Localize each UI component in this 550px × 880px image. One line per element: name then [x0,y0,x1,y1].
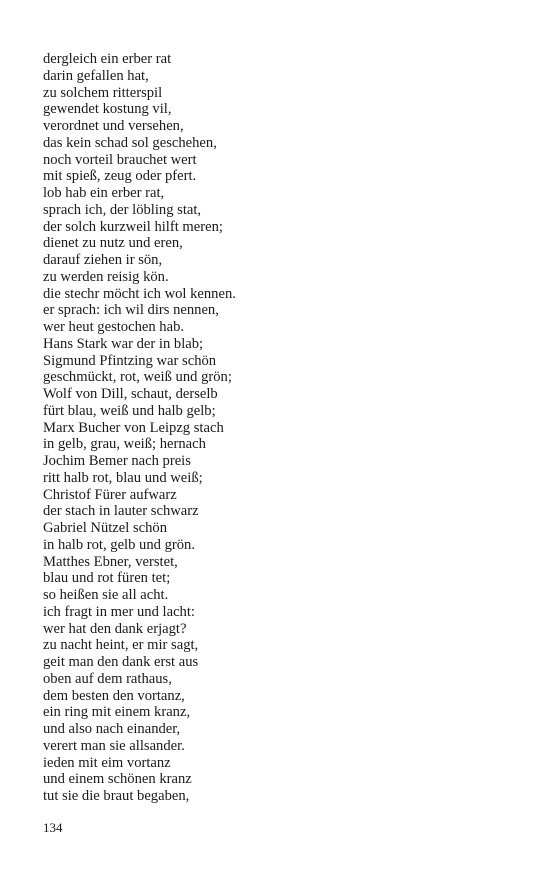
poem-line: der stach in lauter schwarz [43,503,199,520]
poem-line: dem besten den vortanz, [43,687,185,704]
poem-line: Marx Bucher von Leipzg stach [43,419,224,436]
poem-line: ritt halb rot, blau und weiß; [43,469,203,486]
poem-line: in gelb, grau, weiß; hernach [43,436,206,453]
poem-line: zu solchem ritterspil [43,84,163,101]
poem-line: darin gefallen hat, [43,67,149,84]
poem-line: er sprach: ich wil dirs nennen, [43,302,219,319]
poem-line: dergleich ein erber rat [43,51,172,67]
poem-line: in halb rot, gelb und grön. [43,536,195,553]
poem-line: Matthes Ebner, verstet, [43,553,178,570]
poem-line: zu werden reisig kön. [43,268,169,285]
page-number: 134 [43,820,63,835]
poem-line: tut sie die braut begaben, [43,788,190,804]
poem-line: dienet zu nutz und eren, [43,235,183,252]
poem-line: Hans Stark war der in blab; [43,335,204,352]
poem-line: und einem schönen kranz [43,771,192,788]
poem-line: geschmückt, rot, weiß und grön; [43,369,232,386]
poem-line: der solch kurzweil hilft meren; [43,218,223,235]
poem-line: noch vorteil brauchet wert [43,151,197,168]
poem-line: oben auf dem rathaus, [43,670,172,687]
poem-line: so heißen sie all acht. [43,587,169,603]
poem-line: die stechr möcht ich wol kennen. [43,285,236,302]
poem-line: fürt blau, weiß und halb gelb; [43,402,216,419]
poem-line: ein ring mit einem kranz, [43,704,191,721]
poem-line: Jochim Bemer nach preis [43,453,191,469]
poem-line: das kein schad sol geschehen, [43,134,217,151]
poem-line: mit spieß, zeug oder pfert. [43,168,197,185]
poem-line: geit man den dank erst aus [43,654,199,670]
poem-line: Gabriel Nützel schön [43,520,168,536]
poem-line: und also nach einander, [43,721,181,737]
poem-line: sprach ich, der löbling stat, [43,201,202,218]
poem-line: gewendet kostung vil, [43,101,172,118]
poem-line: zu nacht heint, er mir sagt, [43,637,199,654]
poem-line: ich fragt in mer und lacht: [43,603,195,620]
poem-line: darauf ziehen ir sön, [43,252,163,268]
poem-line: verert man sie allsander. [43,737,185,754]
poem-line: blau und rot füren tet; [43,570,171,587]
poem-line: wer hat den dank erjagt? [43,620,187,637]
poem-line: wer heut gestochen hab. [43,319,185,335]
poem-line: Wolf von Dill, schaut, derselb [43,386,218,402]
poem-text [43,51,236,805]
poem-line: verordnet und versehen, [43,118,184,134]
poem-line: Christof Fürer aufwarz [43,486,177,503]
poem-line: lob hab ein erber rat, [43,185,165,201]
poem-line: Sigmund Pfintzing war schön [43,352,217,369]
poem-line: ieden mit eim vortanz [43,754,171,771]
